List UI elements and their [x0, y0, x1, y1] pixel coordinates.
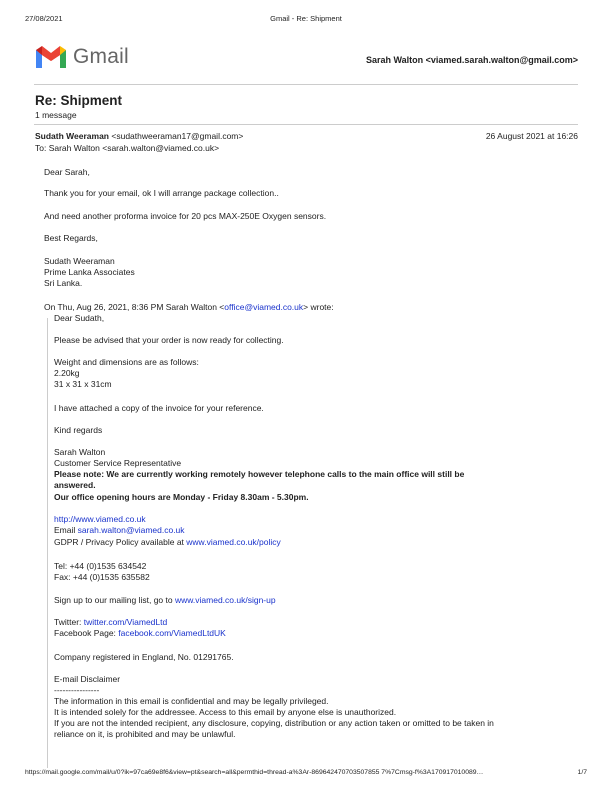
disclaimer-rule: ---------------- — [54, 685, 100, 695]
quoted-line: I have attached a copy of the invoice for your reference. — [54, 403, 264, 413]
sender — [35, 131, 243, 141]
thread-subject: Re: Shipment — [35, 93, 123, 108]
twitter-label: Twitter: — [54, 617, 84, 627]
sender-email: <sudathweeraman17@gmail.com> — [111, 131, 244, 141]
quote-header-suffix: > wrote: — [303, 302, 334, 312]
gmail-wordmark: Gmail — [73, 45, 129, 68]
mailing-line — [54, 595, 276, 606]
signature-country: Sri Lanka. — [44, 278, 83, 288]
quoted-line: Kind regards — [54, 425, 103, 435]
signature-company: Prime Lanka Associates — [44, 267, 135, 277]
remote-notice: Please note: We are currently working remotely however telephone calls to the main office will still be — [54, 469, 465, 479]
gdpr-line — [54, 537, 281, 548]
fax-line: Fax: +44 (0)1535 635582 — [54, 572, 150, 582]
opening-hours: Our office opening hours are Monday - Friday 8.30am - 5.30pm. — [54, 492, 309, 502]
website-link[interactable]: http://www.viamed.co.uk — [54, 514, 146, 524]
quote-header-prefix: On Thu, Aug 26, 2021, 8:36 PM Sarah Walton < — [44, 302, 225, 312]
divider — [34, 124, 578, 125]
quoted-line: 31 x 31 x 31cm — [54, 379, 112, 389]
print-date: 27/08/2021 — [25, 14, 63, 23]
signature-name: Sudath Weeraman — [44, 256, 115, 266]
recipient: To: Sarah Walton <sarah.walton@viamed.co.uk> — [35, 143, 220, 153]
body-line: And need another proforma invoice for 20 pcs MAX-250E Oxygen sensors. — [44, 211, 327, 221]
body-line: Thank you for your email, ok I will arrange package collection.. — [44, 188, 279, 198]
disclaimer-line: reliance on it, is prohibited and may be unlawful. — [54, 729, 236, 739]
gdpr-label: GDPR / Privacy Policy available at — [54, 537, 187, 547]
gdpr-link[interactable]: www.viamed.co.uk/policy — [186, 537, 281, 547]
page-number: 1/7 — [577, 769, 587, 776]
twitter-line — [54, 617, 167, 628]
facebook-label: Facebook Page: — [54, 628, 119, 638]
tel-line: Tel: +44 (0)1535 634542 — [54, 561, 147, 571]
message-date: 26 August 2021 at 16:26 — [485, 131, 578, 141]
quoted-signature-title: Customer Service Representative — [54, 458, 182, 468]
quoted-greeting: Dear Sudath, — [54, 313, 105, 323]
email-label: Email — [54, 525, 78, 535]
message-count: 1 message — [35, 110, 77, 120]
facebook-line — [54, 628, 226, 639]
disclaimer-line: It is intended solely for the addressee. Access to this email by anyone else is unauthorized. — [54, 707, 397, 717]
quoted-line: 2.20kg — [54, 368, 80, 378]
quote-bar — [47, 318, 48, 768]
twitter-link[interactable]: twitter.com/ViamedLtd — [83, 617, 168, 627]
disclaimer-line: The information in this email is confidential and may be legally privileged. — [54, 696, 329, 706]
quote-header — [44, 302, 334, 313]
body-closing: Best Regards, — [44, 233, 98, 243]
email-line — [54, 525, 185, 536]
remote-notice: answered. — [54, 480, 96, 490]
account-label: Sarah Walton <viamed.sarah.walton@gmail.com> — [365, 55, 578, 65]
sender-name: Sudath Weeraman — [35, 131, 110, 141]
company-registration: Company registered in England, No. 01291765. — [54, 652, 234, 662]
quoted-line: Please be advised that your order is now ready for collecting. — [54, 335, 284, 345]
gmail-logo[interactable] — [34, 44, 134, 72]
print-url: https://mail.google.com/mail/u/0?ik=97ca69e8f6&view=pt&search=all&permthid=thread-a%3Ar-869642470703507855 7%7Cmsg-f%3A170917010089… — [25, 769, 484, 776]
mailing-link[interactable]: www.viamed.co.uk/sign-up — [174, 595, 276, 605]
facebook-link[interactable]: facebook.com/ViamedLtdUK — [118, 628, 226, 638]
divider — [34, 84, 578, 85]
disclaimer-line: If you are not the intended recipient, any disclosure, copying, distribution or any action taken or omitted to be taken in — [54, 718, 494, 728]
email-link[interactable]: sarah.walton@viamed.co.uk — [77, 525, 185, 535]
quote-sender-email-link[interactable]: office@viamed.co.uk — [224, 302, 304, 312]
print-title: Gmail - Re: Shipment — [270, 14, 342, 23]
body-greeting: Dear Sarah, — [44, 167, 90, 177]
quoted-line: Weight and dimensions are as follows: — [54, 357, 199, 367]
disclaimer-title: E-mail Disclaimer — [54, 674, 121, 684]
mailing-label: Sign up to our mailing list, go to — [54, 595, 175, 605]
quoted-signature-name: Sarah Walton — [54, 447, 106, 457]
gmail-m-icon — [34, 44, 68, 70]
